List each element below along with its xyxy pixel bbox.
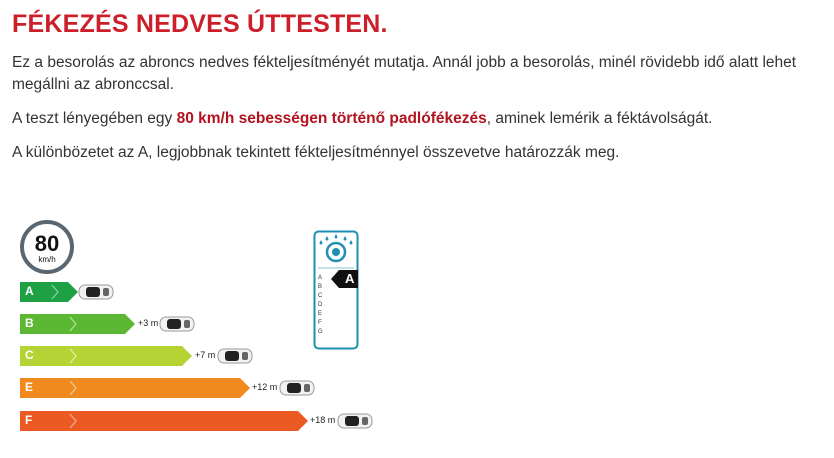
car-icon xyxy=(78,283,114,301)
car-icon xyxy=(217,347,253,365)
comparison-paragraph: A különbözetet az A, legjobbnak tekintett fékteljesítménnyel összevetve határozzák meg. xyxy=(12,144,620,161)
grade-distance-c: +7 m xyxy=(195,350,216,360)
speed-sign-value: 80 xyxy=(34,231,60,256)
grade-distance-e: +12 m xyxy=(252,382,278,392)
grade-letter-a: A xyxy=(25,284,34,298)
grade-bar-b xyxy=(20,314,135,334)
label-scale-a: A xyxy=(318,275,323,281)
grade-bar-f xyxy=(20,411,308,431)
grade-distance-f: +18 m xyxy=(310,415,336,425)
car-icon xyxy=(279,379,315,397)
label-scale-g: G xyxy=(318,329,323,335)
grade-bar-e xyxy=(20,378,250,398)
speed-sign-unit: km/h xyxy=(38,255,56,264)
intro-paragraph: Ez a besorolás az abroncs nedves fékteljesítményét mutatja. Annál jobb a besorolás, minél rövidebb idő alatt lehet megállni az abronccsal. xyxy=(12,54,797,93)
grade-distance-b: +3 m xyxy=(138,318,159,328)
label-rating: A xyxy=(345,271,355,286)
test-text-after: , aminek lemérik a féktávolságát. xyxy=(486,110,713,127)
grade-letter-f: F xyxy=(25,413,33,427)
test-text-before: A teszt lényegében egy xyxy=(12,110,177,127)
label-scale-c: C xyxy=(318,293,323,299)
test-highlight: 80 km/h sebességen történő padlófékezés xyxy=(176,110,487,127)
label-scale-f: F xyxy=(318,320,322,326)
test-paragraph xyxy=(12,108,827,130)
grade-letter-c: C xyxy=(25,348,34,362)
grade-bar-c xyxy=(20,346,192,366)
label-scale-b: B xyxy=(318,284,323,290)
page-title: FÉKEZÉS NEDVES ÚTTESTEN. xyxy=(12,10,388,38)
label-scale-e: E xyxy=(318,311,323,317)
car-icon xyxy=(337,412,373,430)
car-icon xyxy=(159,315,195,333)
grade-letter-e: E xyxy=(25,380,34,394)
grade-letter-b: B xyxy=(25,316,34,330)
label-scale-d: D xyxy=(318,302,323,308)
speed-limit-sign-icon xyxy=(20,220,74,274)
